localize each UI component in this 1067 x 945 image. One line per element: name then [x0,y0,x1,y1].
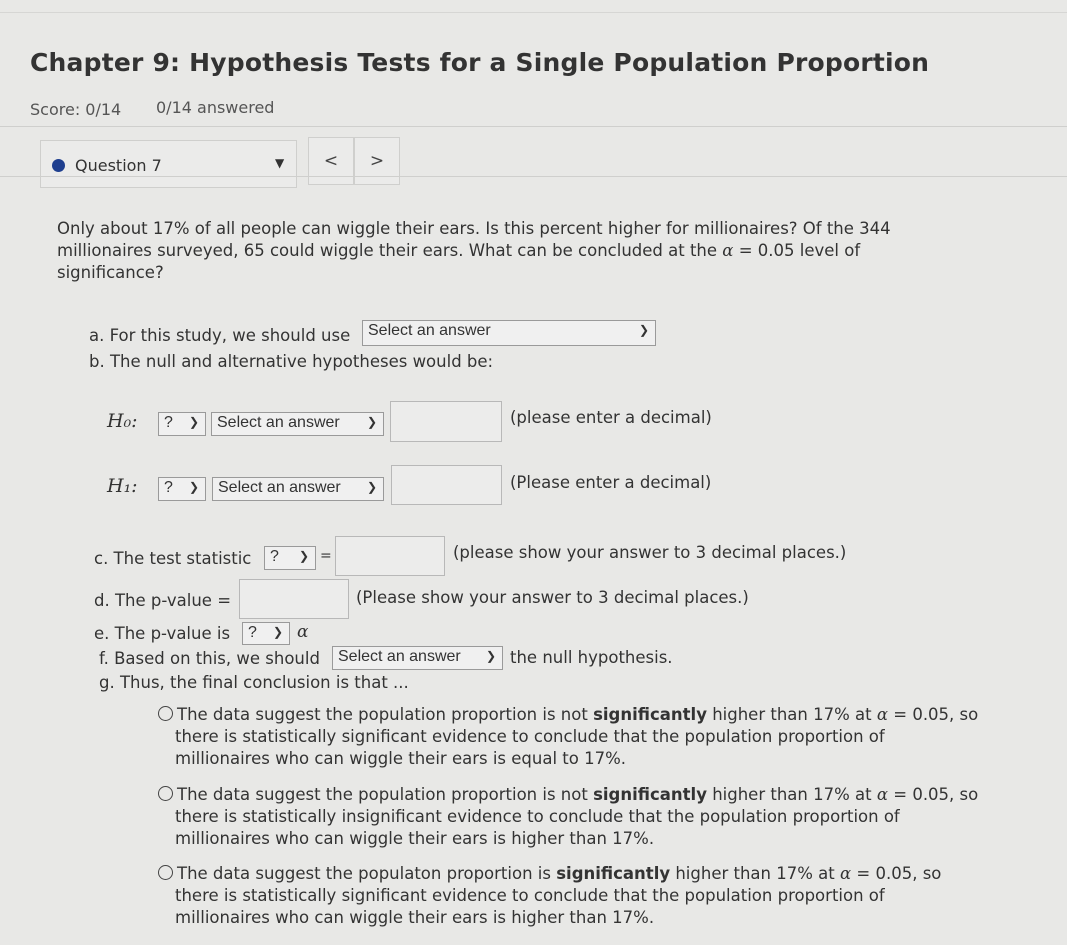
part-c-label: c. The test statistic [94,549,252,568]
conclusion-option-1[interactable]: The data suggest the population proportion is not significantly higher than 17% at α = 0.05, so there is statistically significant evidence to conclude that the population proportion of millionaires who can wiggle their ears is equal to 17%. [158,704,1008,770]
part-d-label: d. The p-value = [94,591,232,610]
top-divider [0,12,1067,13]
conclusion-option-2[interactable]: The data suggest the population proportion is not significantly higher than 17% at α = 0.05, so there is statistically insignificant evidence to conclude that the population proportion of millionaires who can wiggle their ears is higher than 17%. [158,784,1008,850]
p-value-input[interactable] [239,579,349,619]
next-question-button[interactable]: > [354,137,400,185]
caret-down-icon: ▼ [275,156,285,170]
question-select-label: Question 7 [75,156,162,175]
h1-operator-select[interactable]: Select an answer ❯ [212,477,384,501]
chevron-down-icon: ❯ [188,415,199,429]
test-statistic-hint: (please show your answer to 3 decimal places.) [453,543,847,562]
h1-parameter-select[interactable]: ? ❯ [158,477,206,501]
h1-value-input[interactable] [391,465,502,505]
test-type-select[interactable] [362,320,656,346]
part-f-label: f. Based on this, we should [99,649,320,668]
question-line-1: Only about 17% of all people can wiggle their ears. Is this percent higher for millionaires? Of the 344 [57,219,891,238]
p-value-hint: (Please show your answer to 3 decimal places.) [356,588,749,607]
previous-question-button[interactable]: < [308,137,354,185]
radio-button[interactable] [158,706,173,721]
chevron-down-icon: ❯ [366,480,377,494]
question-text [57,218,937,284]
test-type-select-value: Select an answer [368,322,491,339]
alpha-symbol: α [297,622,309,642]
alpha-symbol: α [722,241,734,260]
equals-sign: = [320,548,332,564]
part-b-label: b. The null and alternative hypotheses would be: [89,352,494,371]
h0-operator-select[interactable]: Select an answer ❯ [211,412,384,436]
page-title: Chapter 9: Hypothesis Tests for a Single Population Proportion [30,48,930,77]
chevron-down-icon: ❯ [272,625,283,639]
test-statistic-type-select[interactable]: ? ❯ [264,546,316,570]
h0-label: H₀: [107,410,138,432]
chevron-down-icon: ❯ [638,323,649,337]
part-a-label: a. For this study, we should use [89,326,351,345]
chevron-down-icon: ❯ [485,649,496,663]
part-g-label: g. Thus, the final conclusion is that ... [99,673,409,692]
test-statistic-input[interactable] [335,536,445,576]
nav-divider [0,176,1067,177]
chevron-down-icon: ❯ [366,415,377,429]
p-value-comparison-select[interactable]: ? ❯ [242,622,290,645]
score-label: Score: 0/14 [30,100,122,119]
answered-count: 0/14 answered [156,98,275,117]
radio-button[interactable] [158,786,173,801]
question-line-3: significance? [57,263,164,282]
question-status-icon [52,159,65,172]
question-line-2: millionaires surveyed, 65 could wiggle their ears. What can be concluded at the α = 0.05 level of [57,241,861,260]
chevron-down-icon: ❯ [188,480,199,494]
h0-hint: (please enter a decimal) [510,408,712,427]
h1-hint: (Please enter a decimal) [510,473,712,492]
decision-select[interactable]: Select an answer ❯ [332,646,503,670]
chevron-down-icon: ❯ [298,549,309,563]
radio-button[interactable] [158,865,173,880]
conclusion-option-3[interactable]: The data suggest the populaton proportion is significantly higher than 17% at α = 0.05, so there is statistically significant evidence to conclude that the population proportion of millionaires who can wiggle their ears is higher than 17%. [158,863,1008,929]
part-f-suffix: the null hypothesis. [510,648,673,667]
h0-value-input[interactable] [390,401,502,442]
part-e-label: e. The p-value is [94,624,231,643]
h0-parameter-select[interactable]: ? ❯ [158,412,206,436]
h1-label: H₁: [107,475,138,497]
header-divider [0,126,1067,127]
